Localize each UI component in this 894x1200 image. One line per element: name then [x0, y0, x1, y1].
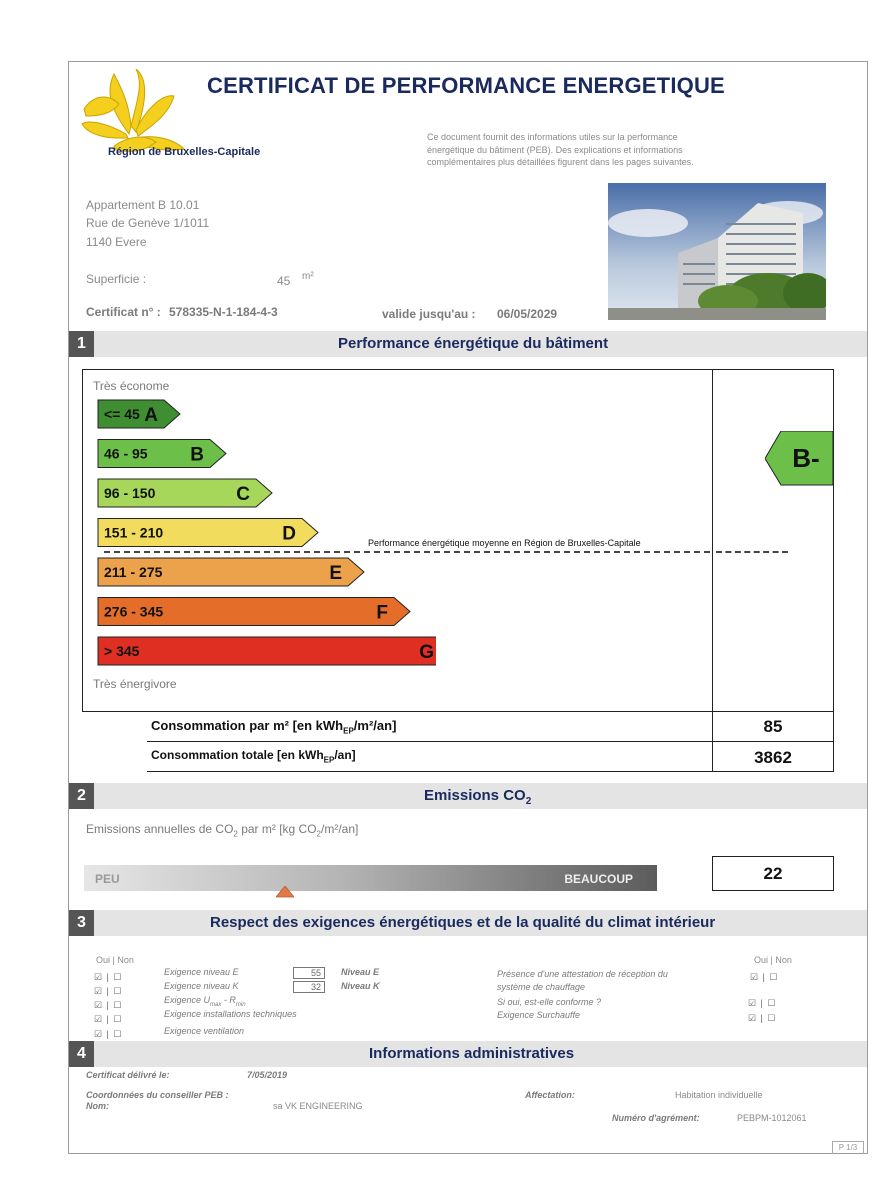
energy-class-d	[98, 519, 318, 547]
cons-total-row	[147, 741, 712, 771]
checkbox-non[interactable]: ☐	[769, 972, 778, 982]
energy-class-f	[98, 598, 410, 626]
emissions-label: Emissions annuelles de $CO_2$ par m² [kg $CO_2/m^2/an$]	[86, 822, 359, 839]
cons-total-label: Consommation totale [en kWh$_{EP}$/an]	[151, 748, 356, 765]
page-title: CERTIFICAT DE PERFORMANCE ENERGETIQUE	[207, 73, 725, 98]
checkbox-oui[interactable]: ☑	[748, 1013, 757, 1023]
scale-top-label: Très économe	[93, 379, 170, 393]
average-line	[104, 551, 710, 553]
checkbox-oui[interactable]: ☑	[750, 972, 759, 982]
energy-class-g	[98, 637, 436, 665]
cons-m2-label: Consommation par m² [en kWh$_{EP}$/m²/an]	[151, 718, 397, 736]
intro-text: Ce document fournit des informations utiles sur la performance énergétique du bâtiment (PEB). Des explications et informations complémentaires plus détaillées figurent dans les pages suivantes.	[427, 132, 694, 167]
rating-column-divider	[712, 369, 713, 712]
energy-class-letter: F	[376, 602, 388, 624]
area-value: 45	[277, 274, 291, 288]
checkbox-non[interactable]: ☐	[113, 972, 122, 982]
advisor-label: Coordonnées du conseiller PEB :	[86, 1090, 229, 1100]
requirement-value-label: Niveau E	[341, 967, 380, 977]
checkbox-non[interactable]: ☐	[767, 998, 776, 1008]
energy-class-range: 211 - 275	[104, 564, 163, 580]
affectation-label: Affectation:	[525, 1090, 575, 1100]
right-checkbox-group: ☑ | ☐	[748, 998, 776, 1008]
left-oui-non-header: Oui | Non	[96, 955, 134, 965]
requirement-value-label: Niveau K	[341, 981, 380, 991]
right-oui-non-header: Oui | Non	[754, 955, 792, 965]
address-line-1: Appartement B 10.01	[86, 198, 200, 212]
rating-value: B-	[792, 443, 820, 473]
checkbox-non[interactable]: ☐	[113, 986, 122, 996]
checkbox-oui[interactable]: ☑	[94, 986, 103, 996]
requirement-row: ☑ | ☐ Exigence installations techniques	[94, 1009, 297, 1024]
energy-class-letter: G	[419, 642, 434, 663]
energy-class-range: 46 - 95	[104, 445, 148, 462]
emissions-gradient-bar	[84, 865, 657, 891]
building-photo	[608, 183, 826, 320]
checkbox-oui[interactable]: ☑	[94, 1029, 103, 1039]
affectation-value: Habitation individuelle	[675, 1090, 763, 1100]
energy-class-arrow	[98, 637, 436, 665]
scale-bottom-label: Très énergivore	[93, 677, 177, 691]
checkbox-non[interactable]: ☐	[113, 1029, 122, 1039]
region-name: Région de Bruxelles-Capitale	[108, 146, 261, 158]
agrement-value: PEBPM-1012061	[737, 1113, 807, 1123]
section-4-title: Informations administratives	[369, 1045, 575, 1062]
area-unit: m²	[302, 271, 314, 282]
section-2-header	[69, 783, 867, 809]
certificate-number: 578335-N-1-184-4-3	[169, 305, 278, 319]
right-checkbox-group: ☑ | ☐	[748, 1013, 776, 1023]
energy-class-range: 96 - 150	[104, 485, 156, 501]
issued-date: 7/05/2019	[247, 1070, 288, 1080]
requirement-row: ☑ | ☐ Exigence niveau E 55 Niveau E	[94, 967, 380, 982]
area-label: Superficie :	[86, 272, 147, 286]
section-4-number: 4	[69, 1041, 94, 1067]
energy-class-letter: B	[190, 444, 204, 466]
agrement-label: Numéro d'agrément:	[612, 1113, 700, 1123]
valid-until-date: 06/05/2029	[497, 307, 558, 321]
energy-class-a	[98, 400, 180, 428]
page-number: P 1/3	[832, 1141, 864, 1154]
checkbox-oui[interactable]: ☑	[94, 972, 103, 982]
issued-label: Certificat délivré le:	[86, 1070, 170, 1080]
energy-class-arrows	[96, 398, 436, 670]
section-3-number: 3	[69, 910, 94, 936]
section-3-header	[69, 910, 867, 936]
checkbox-non[interactable]: ☐	[113, 1014, 122, 1024]
requirement-label: Exigence niveau E	[164, 967, 239, 977]
requirement-value: 32	[293, 981, 325, 993]
cons-total-bottom-line	[147, 771, 712, 772]
energy-class-b	[98, 440, 226, 468]
right-requirement-label: Exigence Surchauffe	[497, 1010, 581, 1020]
checkbox-non[interactable]: ☐	[113, 1000, 122, 1010]
requirement-row: ☑ | ☐ Exigence niveau K 32 Niveau K	[94, 981, 380, 996]
energy-class-range: > 345	[104, 643, 140, 659]
section-1-header	[69, 331, 867, 357]
energy-class-letter: C	[236, 484, 250, 505]
address-line-3: 1140 Evere	[86, 235, 147, 249]
checkbox-non[interactable]: ☐	[767, 1013, 776, 1023]
average-label: Performance énergétique moyenne en Région de Bruxelles-Capitale	[368, 538, 641, 548]
emissions-high-label: BEAUCOUP	[564, 872, 633, 886]
checkbox-oui[interactable]: ☑	[94, 1014, 103, 1024]
cons-total-value: 3862	[712, 741, 834, 772]
address-line-2: Rue de Genève 1/1011	[86, 216, 210, 230]
certificate-number-label: Certificat n° :	[86, 305, 161, 319]
requirement-value: 55	[293, 967, 325, 979]
section-4-header	[69, 1041, 867, 1067]
cons-m2-row	[147, 711, 712, 742]
requirement-row: ☑ | ☐ Exigence ventilation	[94, 1026, 245, 1039]
energy-class-e	[98, 558, 364, 586]
checkbox-oui[interactable]: ☑	[748, 998, 757, 1008]
section-1-title: Performance énergétique du bâtiment	[338, 335, 609, 352]
name-value: sa VK ENGINEERING	[273, 1101, 363, 1111]
name-label: Nom:	[86, 1101, 109, 1111]
right-requirement-label: Si oui, est-elle conforme ?	[497, 997, 602, 1007]
section-2-title: Emissions $CO_2$	[424, 787, 532, 807]
energy-class-range: 276 - 345	[104, 603, 164, 620]
requirement-label: Exigence niveau K	[164, 981, 239, 991]
cons-m2-value: 85	[712, 711, 834, 742]
average-line-continued	[716, 551, 788, 553]
requirement-label: Exigence installations techniques	[164, 1009, 297, 1019]
emissions-marker-triangle	[276, 886, 294, 898]
valid-until-label: valide jusqu'au :	[382, 307, 476, 321]
section-1-number: 1	[69, 331, 94, 357]
emissions-low-label: PEU	[95, 872, 120, 886]
energy-class-letter: D	[282, 523, 296, 545]
brussels-iris-logo	[74, 64, 189, 154]
energy-class-range: 151 - 210	[104, 524, 164, 541]
right-checkbox-group: ☑ | ☐	[750, 972, 778, 982]
requirement-label: Exigence ventilation	[164, 1026, 245, 1036]
emissions-value: 22	[712, 856, 834, 891]
requirement-row: ☑ | ☐ Exigence $U_{max} - R_{min}$	[94, 995, 246, 1010]
energy-class-letter: E	[329, 563, 342, 584]
section-3-title: Respect des exigences énergétiques et de la qualité du climat intérieur	[210, 914, 716, 931]
right-requirement-label: Présence d'une attestation de réception du	[497, 969, 668, 979]
requirement-label: Exigence $U_{max} - R_{min}$	[164, 995, 246, 1008]
section-2-number: 2	[69, 783, 94, 809]
energy-class-c	[98, 479, 272, 507]
right-requirement-label-cont: système de chauffage	[497, 982, 586, 992]
energy-class-letter: A	[144, 405, 158, 426]
checkbox-oui[interactable]: ☑	[94, 1000, 103, 1010]
energy-class-range: <= 45	[104, 406, 140, 422]
